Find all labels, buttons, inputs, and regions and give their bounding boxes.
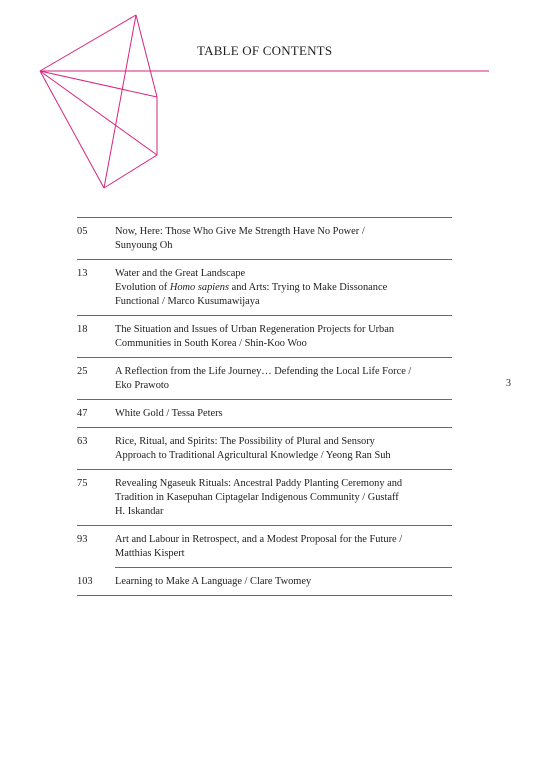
toc-entry bbox=[77, 533, 452, 568]
table-of-contents bbox=[77, 217, 452, 603]
wire-edge bbox=[40, 71, 104, 188]
toc-entry bbox=[77, 477, 452, 526]
wire-edge bbox=[104, 15, 136, 188]
decorative-polyhedron-graphic bbox=[0, 0, 535, 200]
toc-entry bbox=[77, 365, 452, 400]
toc-page-number: 63 bbox=[77, 436, 88, 447]
toc-entry bbox=[77, 407, 452, 428]
wire-edge bbox=[136, 15, 157, 97]
toc-page-number: 25 bbox=[77, 366, 88, 377]
toc-page-number: 13 bbox=[77, 268, 88, 279]
toc-entry-title: White Gold / Tessa Peters bbox=[115, 408, 223, 419]
toc-page-number: 93 bbox=[77, 534, 88, 545]
toc-entry-title: Rice, Ritual, and Spirits: The Possibility of Plural and Sensory Approach to Traditional Agricultural Knowledge / Yeong Ran Suh bbox=[115, 436, 391, 461]
toc-entry-title: Art and Labour in Retrospect, and a Modest Proposal for the Future / Matthias Kispert bbox=[115, 534, 403, 559]
toc-page-number: 05 bbox=[77, 226, 88, 237]
wire-edge bbox=[40, 15, 136, 71]
page-number: 3 bbox=[506, 378, 511, 389]
toc-entry bbox=[77, 267, 452, 316]
toc-page-number: 47 bbox=[77, 408, 88, 419]
toc-entry-title: Now, Here: Those Who Give Me Strength Have No Power / Sunyoung Oh bbox=[115, 226, 365, 251]
toc-entry bbox=[77, 575, 452, 596]
toc-entry-title: Revealing Ngaseuk Rituals: Ancestral Paddy Planting Ceremony and Tradition in Kasepuhan Ciptagelar Indigenous Community / Gustaff H. Iskandar bbox=[115, 478, 403, 517]
toc-page-number: 103 bbox=[77, 576, 93, 587]
wire-edge bbox=[104, 155, 157, 188]
toc-entry bbox=[77, 323, 452, 358]
toc-entry-title: A Reflection from the Life Journey… Defending the Local Life Force / Eko Prawoto bbox=[115, 366, 412, 391]
toc-top-rule bbox=[77, 217, 452, 218]
toc-entry bbox=[77, 225, 452, 260]
toc-entry-title: Water and the Great Landscape Evolution of Homo sapiens and Arts: Trying to Make Dissonance Functional / Marco Kusumawijaya bbox=[115, 268, 388, 307]
toc-page-number: 18 bbox=[77, 324, 88, 335]
toc-page-number: 75 bbox=[77, 478, 88, 489]
toc-entry-title: Learning to Make A Language / Clare Twomey bbox=[115, 576, 312, 587]
page-title: TABLE OF CONTENTS bbox=[197, 43, 333, 58]
toc-entry bbox=[77, 435, 452, 470]
italic-term: Homo sapiens bbox=[169, 282, 230, 293]
toc-entry-title: The Situation and Issues of Urban Regeneration Projects for Urban Communities in South Korea / Shin-Koo Woo bbox=[115, 324, 395, 349]
